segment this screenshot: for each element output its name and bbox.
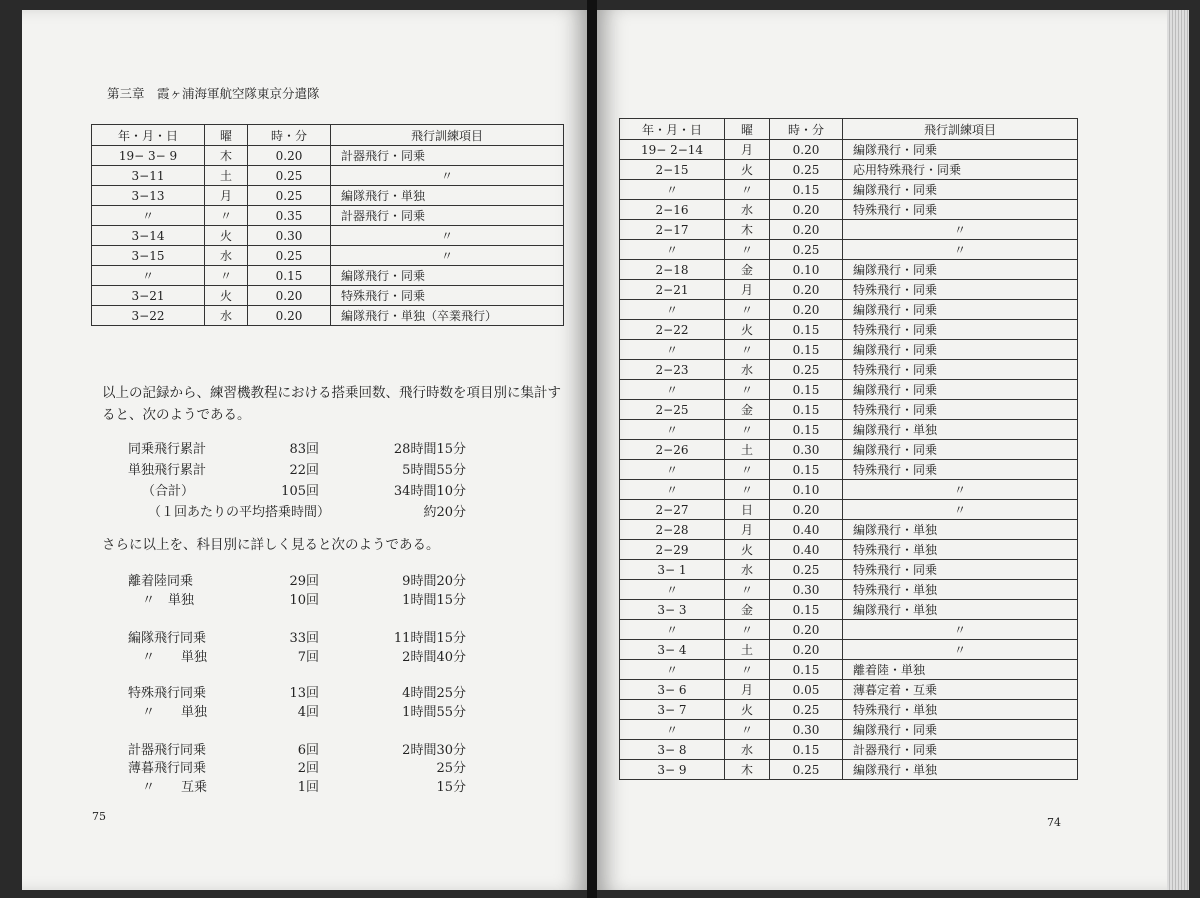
- training-item-cell: 編隊飛行・同乗: [843, 300, 1078, 320]
- book-gutter: [587, 0, 597, 898]
- table-row: [620, 700, 1078, 720]
- date-cell: 〃: [620, 180, 725, 200]
- training-item-cell: 編隊飛行・同乗: [843, 440, 1078, 460]
- flight-log-table-left: [91, 124, 564, 326]
- weekday-cell: 火: [725, 700, 770, 720]
- training-item-cell: 離着陸・単独: [843, 660, 1078, 680]
- summary-time: 5時間55分: [402, 463, 466, 478]
- date-cell: 3−14: [92, 226, 205, 246]
- header-weekday: 曜: [205, 125, 248, 146]
- time-cell: 0.20: [770, 640, 843, 660]
- training-item-cell: 計器飛行・同乗: [331, 146, 564, 166]
- date-cell: 3−11: [92, 166, 205, 186]
- table-row: [620, 520, 1078, 540]
- time-cell: 0.15: [770, 660, 843, 680]
- summary-label: 薄暮飛行同乗: [128, 761, 207, 776]
- table-header-row: [620, 119, 1078, 140]
- training-item-cell: 特殊飛行・同乗: [843, 320, 1078, 340]
- time-cell: 0.25: [770, 240, 843, 260]
- weekday-cell: 〃: [205, 206, 248, 226]
- time-cell: 0.10: [770, 260, 843, 280]
- summary-row: [22, 684, 587, 704]
- summary-time: 4時間25分: [402, 686, 466, 701]
- date-cell: 〃: [92, 266, 205, 286]
- training-item-cell: 編隊飛行・単独: [843, 760, 1078, 780]
- summary-intro-paragraph: 以上の記録から、練習機教程における搭乗回数、飛行時数を項目別に集計すると、次のようである。: [102, 385, 561, 423]
- summary-row: [22, 648, 587, 668]
- date-cell: 2−16: [620, 200, 725, 220]
- date-cell: 3− 7: [620, 700, 725, 720]
- training-item-cell: 編隊飛行・単独: [331, 186, 564, 206]
- table-row: [92, 306, 564, 326]
- summary-row: [22, 503, 587, 523]
- table-row: [620, 220, 1078, 240]
- summary-row: [22, 703, 587, 723]
- time-cell: 0.15: [770, 380, 843, 400]
- table-row: [620, 300, 1078, 320]
- time-cell: 0.20: [770, 500, 843, 520]
- weekday-cell: 金: [725, 260, 770, 280]
- time-cell: 0.20: [770, 620, 843, 640]
- weekday-cell: 月: [725, 520, 770, 540]
- summary-row: [22, 461, 587, 481]
- weekday-cell: 土: [725, 440, 770, 460]
- weekday-cell: 〃: [725, 240, 770, 260]
- time-cell: 0.30: [248, 226, 331, 246]
- training-item-cell: 編隊飛行・同乗: [843, 140, 1078, 160]
- time-cell: 0.40: [770, 540, 843, 560]
- training-item-cell: 〃: [843, 240, 1078, 260]
- training-item-cell: 〃: [843, 480, 1078, 500]
- summary-label: （１回あたりの平均搭乗時間）: [148, 505, 331, 520]
- weekday-cell: 〃: [725, 720, 770, 740]
- header-time: 時・分: [248, 125, 331, 146]
- training-item-cell: 特殊飛行・単独: [843, 540, 1078, 560]
- time-cell: 0.20: [770, 280, 843, 300]
- summary-count: 22回: [289, 463, 319, 478]
- table-row: [620, 400, 1078, 420]
- summary-count: 33回: [289, 631, 319, 646]
- table-row: [620, 440, 1078, 460]
- header-date: 年・月・日: [620, 119, 725, 140]
- time-cell: 0.15: [770, 420, 843, 440]
- table-row: [620, 640, 1078, 660]
- date-cell: 2−17: [620, 220, 725, 240]
- weekday-cell: 〃: [725, 660, 770, 680]
- summary-count: 7回: [297, 650, 319, 665]
- training-item-cell: 編隊飛行・同乗: [843, 260, 1078, 280]
- weekday-cell: 火: [725, 320, 770, 340]
- summary-time: 15分: [436, 780, 466, 795]
- weekday-cell: 水: [205, 306, 248, 326]
- date-cell: 〃: [620, 660, 725, 680]
- summary-time: 9時間20分: [402, 574, 466, 589]
- weekday-cell: 〃: [725, 580, 770, 600]
- table-row: [620, 260, 1078, 280]
- weekday-cell: 水: [725, 740, 770, 760]
- weekday-cell: 〃: [725, 180, 770, 200]
- table-row: [620, 160, 1078, 180]
- summary-label: 〃 単独: [142, 593, 195, 608]
- summary-label: 編隊飛行同乗: [128, 631, 207, 646]
- date-cell: 19− 2−14: [620, 140, 725, 160]
- summary-row: [22, 759, 587, 779]
- weekday-cell: 火: [725, 540, 770, 560]
- summary-time: 28時間15分: [393, 442, 466, 457]
- table-row: [92, 186, 564, 206]
- date-cell: 3− 1: [620, 560, 725, 580]
- date-cell: 2−18: [620, 260, 725, 280]
- weekday-cell: 月: [725, 280, 770, 300]
- training-item-cell: 〃: [331, 246, 564, 266]
- page-number: 74: [1047, 816, 1061, 829]
- training-item-cell: 編隊飛行・同乗: [843, 720, 1078, 740]
- time-cell: 0.10: [770, 480, 843, 500]
- table-row: [620, 600, 1078, 620]
- table-row: [92, 226, 564, 246]
- time-cell: 0.30: [770, 580, 843, 600]
- training-item-cell: 編隊飛行・同乗: [843, 340, 1078, 360]
- time-cell: 0.15: [770, 460, 843, 480]
- weekday-cell: 水: [725, 200, 770, 220]
- weekday-cell: 金: [725, 600, 770, 620]
- table-row: [620, 500, 1078, 520]
- training-item-cell: 〃: [843, 220, 1078, 240]
- summary-row: [22, 440, 587, 460]
- weekday-cell: 〃: [725, 620, 770, 640]
- summary-time: 1時間15分: [402, 593, 466, 608]
- summary-label: 離着陸同乗: [128, 574, 194, 589]
- date-cell: 〃: [620, 240, 725, 260]
- date-cell: 2−29: [620, 540, 725, 560]
- date-cell: 2−27: [620, 500, 725, 520]
- date-cell: 3− 8: [620, 740, 725, 760]
- time-cell: 0.25: [248, 186, 331, 206]
- training-item-cell: 特殊飛行・同乗: [843, 560, 1078, 580]
- summary-row: [22, 741, 587, 761]
- time-cell: 0.25: [770, 760, 843, 780]
- table-row: [620, 480, 1078, 500]
- weekday-cell: 〃: [725, 420, 770, 440]
- page-edges: [1167, 10, 1189, 890]
- date-cell: 2−21: [620, 280, 725, 300]
- date-cell: 3− 3: [620, 600, 725, 620]
- subject-intro-paragraph: さらに以上を、科目別に詳しく見ると次のようである。: [102, 537, 440, 553]
- time-cell: 0.25: [248, 246, 331, 266]
- summary-time: 2時間40分: [402, 650, 466, 665]
- summary-time: 約20分: [423, 505, 466, 520]
- table-row: [620, 760, 1078, 780]
- date-cell: 〃: [620, 420, 725, 440]
- training-item-cell: 〃: [843, 620, 1078, 640]
- date-cell: 〃: [620, 460, 725, 480]
- table-row: [92, 206, 564, 226]
- time-cell: 0.35: [248, 206, 331, 226]
- table-row: [620, 620, 1078, 640]
- date-cell: 2−23: [620, 360, 725, 380]
- time-cell: 0.25: [770, 700, 843, 720]
- summary-time: 11時間15分: [393, 631, 466, 646]
- date-cell: 3−22: [92, 306, 205, 326]
- summary-time: 2時間30分: [402, 743, 466, 758]
- time-cell: 0.15: [770, 600, 843, 620]
- time-cell: 0.15: [248, 266, 331, 286]
- summary-row: [22, 629, 587, 649]
- weekday-cell: 日: [725, 500, 770, 520]
- weekday-cell: 〃: [725, 460, 770, 480]
- time-cell: 0.20: [770, 300, 843, 320]
- weekday-cell: 土: [725, 640, 770, 660]
- table-row: [620, 380, 1078, 400]
- date-cell: 3− 6: [620, 680, 725, 700]
- flight-log-table-right: [619, 118, 1078, 780]
- time-cell: 0.20: [248, 286, 331, 306]
- right-page: [597, 10, 1167, 890]
- weekday-cell: 〃: [725, 340, 770, 360]
- training-item-cell: 編隊飛行・単独: [843, 600, 1078, 620]
- time-cell: 0.25: [770, 560, 843, 580]
- training-item-cell: 編隊飛行・同乗: [843, 380, 1078, 400]
- training-item-cell: 特殊飛行・同乗: [843, 280, 1078, 300]
- summary-count: 83回: [289, 442, 319, 457]
- time-cell: 0.20: [770, 200, 843, 220]
- date-cell: 3− 4: [620, 640, 725, 660]
- weekday-cell: 〃: [725, 380, 770, 400]
- weekday-cell: 水: [725, 560, 770, 580]
- table-row: [620, 740, 1078, 760]
- training-item-cell: 薄暮定着・互乗: [843, 680, 1078, 700]
- table-header-row: [92, 125, 564, 146]
- training-item-cell: 特殊飛行・同乗: [331, 286, 564, 306]
- header-training-item: 飛行訓練項目: [331, 125, 564, 146]
- date-cell: 〃: [620, 480, 725, 500]
- date-cell: 2−25: [620, 400, 725, 420]
- date-cell: 2−26: [620, 440, 725, 460]
- date-cell: 19− 3− 9: [92, 146, 205, 166]
- time-cell: 0.40: [770, 520, 843, 540]
- date-cell: 2−15: [620, 160, 725, 180]
- training-item-cell: 特殊飛行・単独: [843, 700, 1078, 720]
- weekday-cell: 火: [205, 286, 248, 306]
- summary-row: [22, 482, 587, 502]
- training-item-cell: 計器飛行・同乗: [331, 206, 564, 226]
- training-item-cell: 特殊飛行・同乗: [843, 360, 1078, 380]
- header-date: 年・月・日: [92, 125, 205, 146]
- weekday-cell: 〃: [205, 266, 248, 286]
- time-cell: 0.25: [248, 166, 331, 186]
- time-cell: 0.15: [770, 340, 843, 360]
- time-cell: 0.15: [770, 320, 843, 340]
- training-item-cell: 編隊飛行・単独: [843, 420, 1078, 440]
- summary-label: 〃 互乗: [142, 780, 208, 795]
- weekday-cell: 月: [725, 680, 770, 700]
- table-row: [620, 660, 1078, 680]
- date-cell: 〃: [620, 620, 725, 640]
- summary-count: 10回: [289, 593, 319, 608]
- weekday-cell: 火: [205, 226, 248, 246]
- date-cell: 2−28: [620, 520, 725, 540]
- summary-count: 29回: [289, 574, 319, 589]
- table-row: [620, 720, 1078, 740]
- summary-time: 1時間55分: [402, 705, 466, 720]
- training-item-cell: 特殊飛行・同乗: [843, 460, 1078, 480]
- date-cell: 〃: [620, 340, 725, 360]
- time-cell: 0.15: [770, 180, 843, 200]
- time-cell: 0.20: [770, 220, 843, 240]
- time-cell: 0.15: [770, 400, 843, 420]
- table-row: [92, 286, 564, 306]
- date-cell: 3−15: [92, 246, 205, 266]
- summary-label: 同乗飛行累計: [128, 442, 207, 457]
- table-row: [620, 540, 1078, 560]
- header-time: 時・分: [770, 119, 843, 140]
- table-row: [92, 146, 564, 166]
- training-item-cell: 〃: [843, 640, 1078, 660]
- date-cell: 〃: [620, 380, 725, 400]
- summary-label: 単独飛行累計: [128, 463, 207, 478]
- training-item-cell: 〃: [843, 500, 1078, 520]
- table-row: [620, 460, 1078, 480]
- header-training-item: 飛行訓練項目: [843, 119, 1078, 140]
- summary-count: 4回: [297, 705, 319, 720]
- training-item-cell: 特殊飛行・単独: [843, 580, 1078, 600]
- date-cell: 3−21: [92, 286, 205, 306]
- time-cell: 0.20: [248, 306, 331, 326]
- training-item-cell: 編隊飛行・単独: [843, 520, 1078, 540]
- weekday-cell: 木: [725, 220, 770, 240]
- summary-count: 105回: [281, 484, 319, 499]
- training-item-cell: 応用特殊飛行・同乗: [843, 160, 1078, 180]
- time-cell: 0.30: [770, 440, 843, 460]
- summary-label: 特殊飛行同乗: [128, 686, 207, 701]
- time-cell: 0.25: [770, 360, 843, 380]
- summary-time: 34時間10分: [393, 484, 466, 499]
- training-item-cell: 編隊飛行・同乗: [843, 180, 1078, 200]
- table-row: [620, 360, 1078, 380]
- summary-label: 計器飛行同乗: [128, 743, 207, 758]
- table-body-right: [620, 140, 1078, 780]
- table-row: [620, 420, 1078, 440]
- weekday-cell: 水: [205, 246, 248, 266]
- page-number: 75: [92, 810, 106, 823]
- running-head: 第三章 霞ヶ浦海軍航空隊東京分遣隊: [107, 86, 320, 101]
- training-item-cell: 特殊飛行・同乗: [843, 400, 1078, 420]
- table-row: [92, 246, 564, 266]
- summary-count: 6回: [297, 743, 319, 758]
- table-row: [620, 340, 1078, 360]
- summary-count: 2回: [297, 761, 319, 776]
- summary-label: 〃 単独: [142, 650, 208, 665]
- time-cell: 0.25: [770, 160, 843, 180]
- table-row: [620, 580, 1078, 600]
- table-row: [620, 680, 1078, 700]
- summary-count: 1回: [297, 780, 319, 795]
- training-item-cell: 編隊飛行・単独（卒業飛行）: [331, 306, 564, 326]
- weekday-cell: 水: [725, 360, 770, 380]
- summary-count: 13回: [289, 686, 319, 701]
- weekday-cell: 月: [725, 140, 770, 160]
- weekday-cell: 〃: [725, 300, 770, 320]
- summary-label: 〃 単独: [142, 705, 208, 720]
- summary-time: 25分: [436, 761, 466, 776]
- table-body-left: [92, 146, 564, 326]
- date-cell: 3−13: [92, 186, 205, 206]
- table-row: [620, 200, 1078, 220]
- time-cell: 0.20: [248, 146, 331, 166]
- time-cell: 0.30: [770, 720, 843, 740]
- summary-row: [22, 572, 587, 592]
- summary-row: [22, 778, 587, 798]
- table-row: [620, 240, 1078, 260]
- header-weekday: 曜: [725, 119, 770, 140]
- weekday-cell: 木: [725, 760, 770, 780]
- training-item-cell: 〃: [331, 166, 564, 186]
- date-cell: 3− 9: [620, 760, 725, 780]
- date-cell: 〃: [620, 580, 725, 600]
- date-cell: 2−22: [620, 320, 725, 340]
- table-row: [620, 140, 1078, 160]
- date-cell: 〃: [620, 720, 725, 740]
- table-row: [620, 180, 1078, 200]
- table-row: [92, 266, 564, 286]
- weekday-cell: 木: [205, 146, 248, 166]
- left-page: [22, 10, 587, 890]
- weekday-cell: 金: [725, 400, 770, 420]
- training-item-cell: 計器飛行・同乗: [843, 740, 1078, 760]
- training-item-cell: 〃: [331, 226, 564, 246]
- weekday-cell: 火: [725, 160, 770, 180]
- training-item-cell: 特殊飛行・同乗: [843, 200, 1078, 220]
- table-row: [620, 280, 1078, 300]
- weekday-cell: 〃: [725, 480, 770, 500]
- summary-label: （合計）: [142, 484, 195, 499]
- time-cell: 0.05: [770, 680, 843, 700]
- table-row: [620, 320, 1078, 340]
- date-cell: 〃: [620, 300, 725, 320]
- weekday-cell: 月: [205, 186, 248, 206]
- time-cell: 0.20: [770, 140, 843, 160]
- summary-row: [22, 591, 587, 611]
- date-cell: 〃: [92, 206, 205, 226]
- training-item-cell: 編隊飛行・同乗: [331, 266, 564, 286]
- table-row: [620, 560, 1078, 580]
- time-cell: 0.15: [770, 740, 843, 760]
- weekday-cell: 土: [205, 166, 248, 186]
- table-row: [92, 166, 564, 186]
